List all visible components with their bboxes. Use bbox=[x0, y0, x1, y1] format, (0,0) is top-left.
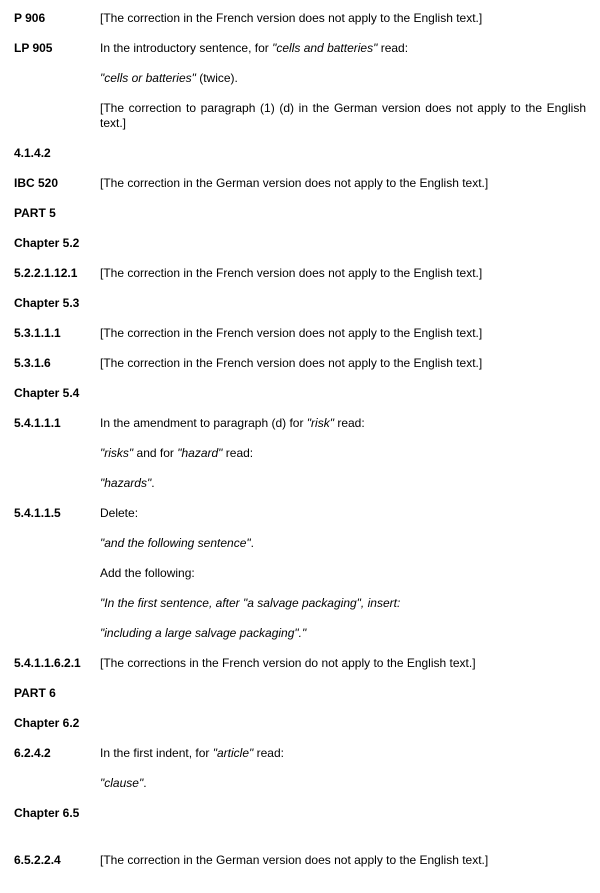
entry-reference-label: LP 905 bbox=[14, 41, 53, 55]
entry-paragraph bbox=[100, 356, 586, 371]
correction-entry-row bbox=[14, 746, 586, 806]
section-heading-label: PART 5 bbox=[14, 206, 56, 220]
quoted-term-italic: "hazards" bbox=[100, 476, 152, 490]
text-run: read: bbox=[222, 446, 254, 460]
section-heading-label: Chapter 6.5 bbox=[14, 806, 80, 820]
entry-body bbox=[100, 41, 586, 146]
quoted-term-italic: "In the first sentence, after "a salvage packaging", insert: bbox=[100, 596, 401, 610]
quoted-term-italic: "cells and batteries" bbox=[272, 41, 378, 55]
text-run: [The correction in the French version does not apply to the English text.] bbox=[100, 266, 483, 280]
text-run: read: bbox=[333, 416, 365, 430]
entry-paragraph bbox=[100, 176, 586, 191]
entry-reference-label: 5.3.1.1.1 bbox=[14, 326, 61, 340]
entry-paragraph bbox=[100, 101, 586, 131]
text-run: and for bbox=[133, 446, 178, 460]
entry-paragraph bbox=[100, 746, 586, 761]
entry-reference-label: 5.3.1.6 bbox=[14, 356, 51, 370]
text-run: In the first indent, for bbox=[100, 746, 213, 760]
section-heading-label: Chapter 6.2 bbox=[14, 716, 80, 730]
entry-body bbox=[100, 656, 586, 686]
entry-paragraph bbox=[100, 446, 586, 461]
section-heading-row bbox=[14, 296, 586, 326]
quoted-term-italic: "including a large salvage packaging"." bbox=[100, 626, 307, 640]
text-run: [The correction in the French version does not apply to the English text.] bbox=[100, 356, 483, 370]
section-heading-label: PART 6 bbox=[14, 686, 56, 700]
entry-body bbox=[100, 746, 586, 806]
section-heading-row bbox=[14, 236, 586, 266]
text-run: read: bbox=[377, 41, 409, 55]
section-heading-row bbox=[14, 206, 586, 236]
entry-body bbox=[100, 416, 586, 506]
text-run: [The correction in the French version does not apply to the English text.] bbox=[100, 11, 483, 25]
correction-entry-row bbox=[14, 656, 586, 686]
correction-entry-row bbox=[14, 146, 586, 176]
quoted-term-italic: "and the following sentence" bbox=[100, 536, 251, 550]
text-run: In the introductory sentence, for bbox=[100, 41, 273, 55]
correction-entry-row bbox=[14, 266, 586, 296]
correction-entry-row bbox=[14, 41, 586, 146]
text-run: [The correction in the French version does not apply to the English text.] bbox=[100, 326, 483, 340]
text-run: Delete: bbox=[100, 506, 139, 520]
correction-entry-row bbox=[14, 326, 586, 356]
entry-body bbox=[100, 853, 586, 883]
text-run: In the amendment to paragraph (d) for bbox=[100, 416, 307, 430]
entry-body bbox=[100, 176, 586, 206]
entry-body bbox=[100, 326, 586, 356]
entry-paragraph bbox=[100, 776, 586, 791]
section-heading-label: Chapter 5.2 bbox=[14, 236, 80, 250]
entry-paragraph bbox=[100, 326, 586, 341]
text-run: [The correction to paragraph (1) (d) in the German version does not apply to the English text.] bbox=[100, 101, 586, 130]
entry-paragraph bbox=[100, 266, 586, 281]
entry-paragraph bbox=[100, 41, 586, 56]
correction-entry-row bbox=[14, 506, 586, 656]
entry-reference-label: 5.4.1.1.6.2.1 bbox=[14, 656, 81, 670]
text-run: Add the following: bbox=[100, 566, 195, 580]
quoted-term-italic: "article" bbox=[212, 746, 254, 760]
entry-body bbox=[100, 506, 586, 656]
quoted-term-italic: "hazard" bbox=[177, 446, 223, 460]
entry-paragraph bbox=[100, 416, 586, 431]
entry-reference-label: 4.1.4.2 bbox=[14, 146, 51, 160]
section-heading-row bbox=[14, 686, 586, 716]
correction-entry-row bbox=[14, 11, 586, 41]
entry-paragraph bbox=[100, 626, 586, 641]
section-heading-row bbox=[14, 806, 586, 836]
text-run: . bbox=[151, 476, 155, 490]
section-heading-row bbox=[14, 386, 586, 416]
entry-body bbox=[100, 356, 586, 386]
entry-reference-label: 5.4.1.1.1 bbox=[14, 416, 61, 430]
text-run: . bbox=[143, 776, 147, 790]
entry-reference-label: 6.5.2.2.4 bbox=[14, 853, 61, 867]
correction-entry-row bbox=[14, 416, 586, 506]
text-run: [The correction in the German version does not apply to the English text.] bbox=[100, 853, 489, 867]
entry-paragraph bbox=[100, 536, 586, 551]
quoted-term-italic: "clause" bbox=[100, 776, 144, 790]
entry-paragraph bbox=[100, 506, 586, 521]
quoted-term-italic: "cells or batteries" bbox=[100, 71, 196, 85]
text-run: [The correction in the German version does not apply to the English text.] bbox=[100, 176, 489, 190]
entry-reference-label: 5.2.2.1.12.1 bbox=[14, 266, 78, 280]
entry-body bbox=[100, 11, 586, 41]
entry-reference-label: IBC 520 bbox=[14, 176, 59, 190]
entry-reference-label: 6.2.4.2 bbox=[14, 746, 51, 760]
entry-reference-label: P 906 bbox=[14, 11, 46, 25]
section-heading-row bbox=[14, 716, 586, 746]
text-run: (twice). bbox=[195, 71, 238, 85]
section-heading-label: Chapter 5.3 bbox=[14, 296, 80, 310]
entry-paragraph bbox=[100, 71, 586, 86]
entry-paragraph bbox=[100, 656, 586, 671]
entry-paragraph bbox=[100, 566, 586, 581]
correction-entry-row bbox=[14, 176, 586, 206]
correction-entry-row bbox=[14, 356, 586, 386]
entry-paragraph bbox=[100, 596, 586, 611]
entry-paragraph bbox=[100, 11, 586, 26]
entry-reference-label: 5.4.1.1.5 bbox=[14, 506, 61, 520]
quoted-term-italic: "risks" bbox=[100, 446, 134, 460]
correction-entry-row bbox=[14, 853, 586, 883]
entry-body bbox=[100, 266, 586, 296]
section-heading-label: Chapter 5.4 bbox=[14, 386, 80, 400]
text-run: read: bbox=[253, 746, 284, 760]
entry-paragraph bbox=[100, 476, 586, 491]
text-run: [The corrections in the French version do not apply to the English text.] bbox=[100, 656, 476, 670]
quoted-term-italic: "risk" bbox=[306, 416, 334, 430]
text-run: . bbox=[250, 536, 254, 550]
